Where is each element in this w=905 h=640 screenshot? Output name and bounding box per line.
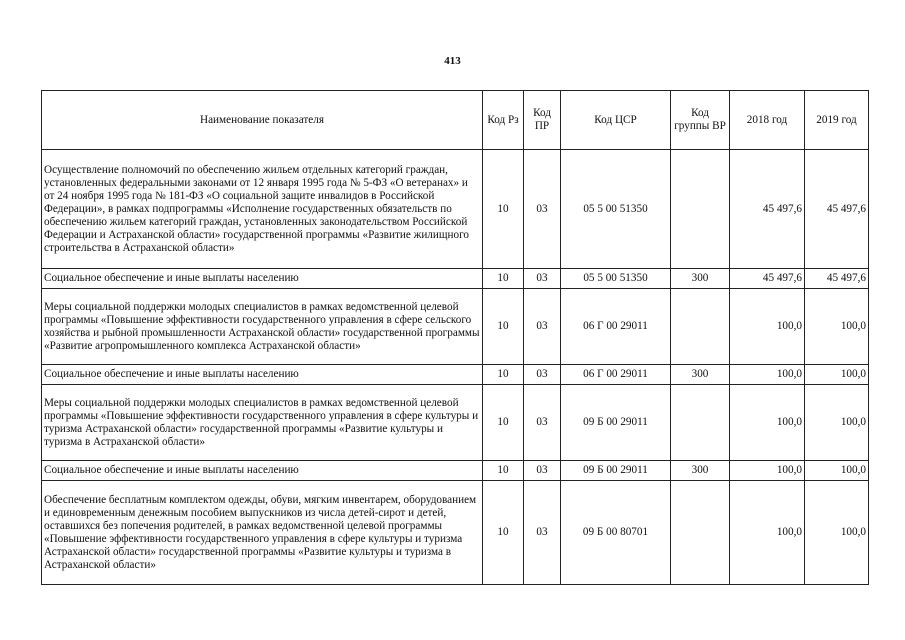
- row-pr-cell: 03: [524, 461, 561, 481]
- table-row: [42, 365, 869, 385]
- header-pr: Код ПР: [524, 91, 561, 150]
- header-csr: Код ЦСР: [561, 91, 671, 150]
- row-name-cell: Социальное обеспечение и иные выплаты населению: [42, 269, 483, 289]
- row-vr-cell: 300: [671, 461, 730, 481]
- row-csr-cell: 05 5 00 51350: [561, 269, 671, 289]
- row-pr-cell: 03: [524, 481, 561, 585]
- table-row: [42, 461, 869, 481]
- row-vr-cell: [671, 150, 730, 269]
- row-vr-cell: [671, 385, 730, 461]
- row-rz-cell: 10: [483, 150, 524, 269]
- row-name-cell: Социальное обеспечение и иные выплаты населению: [42, 461, 483, 481]
- row-2019-cell: 45 497,6: [805, 269, 869, 289]
- row-2019-cell: 100,0: [805, 289, 869, 365]
- row-pr-cell: 03: [524, 150, 561, 269]
- row-rz-cell: 10: [483, 365, 524, 385]
- header-2018: 2018 год: [730, 91, 805, 150]
- row-2018-cell: 100,0: [730, 365, 805, 385]
- table-header-row: [42, 91, 869, 150]
- row-rz-cell: 10: [483, 385, 524, 461]
- row-pr-cell: 03: [524, 289, 561, 365]
- row-name-cell: Социальное обеспечение и иные выплаты населению: [42, 365, 483, 385]
- row-2018-cell: 100,0: [730, 461, 805, 481]
- row-name-cell: Меры социальной поддержки молодых специалистов в рамках ведомственной целевой программы «Повышение эффективности государственного управления в сфере культуры и туризма Астраханской области» государственной программы «Развитие культуры и туризма в Астраханской области»: [42, 385, 483, 461]
- row-2018-cell: 100,0: [730, 481, 805, 585]
- row-csr-cell: 06 Г 00 29011: [561, 365, 671, 385]
- row-2019-cell: 100,0: [805, 385, 869, 461]
- header-name: Наименование показателя: [42, 91, 483, 150]
- row-2019-cell: 45 497,6: [805, 150, 869, 269]
- row-vr-cell: [671, 289, 730, 365]
- row-2019-cell: 100,0: [805, 461, 869, 481]
- header-vr: Код группы ВР: [671, 91, 730, 150]
- table-row: [42, 289, 869, 365]
- row-rz-cell: 10: [483, 269, 524, 289]
- row-rz-cell: 10: [483, 461, 524, 481]
- row-csr-cell: 09 Б 00 29011: [561, 385, 671, 461]
- header-2019: 2019 год: [805, 91, 869, 150]
- table-row: [42, 385, 869, 461]
- row-2018-cell: 45 497,6: [730, 269, 805, 289]
- row-vr-cell: 300: [671, 365, 730, 385]
- row-2019-cell: 100,0: [805, 365, 869, 385]
- row-vr-cell: 300: [671, 269, 730, 289]
- row-pr-cell: 03: [524, 385, 561, 461]
- header-rz: Код Рз: [483, 91, 524, 150]
- row-csr-cell: 05 5 00 51350: [561, 150, 671, 269]
- row-csr-cell: 09 Б 00 80701: [561, 481, 671, 585]
- table-row: [42, 269, 869, 289]
- row-2018-cell: 100,0: [730, 385, 805, 461]
- row-rz-cell: 10: [483, 481, 524, 585]
- row-pr-cell: 03: [524, 269, 561, 289]
- row-rz-cell: 10: [483, 289, 524, 365]
- row-2018-cell: 45 497,6: [730, 150, 805, 269]
- row-csr-cell: 09 Б 00 29011: [561, 461, 671, 481]
- budget-table: [41, 90, 869, 585]
- row-name-cell: Обеспечение бесплатным комплектом одежды, обуви, мягким инвентарем, оборудованием и единовременным денежным пособием выпускников из числа детей-сирот и детей, оставшихся без попечения родителей, в рамках ведомственной целевой программы «Повышение эффективности государственного управления в сфере культуры и туризма Астраханской области» государственной программы «Развитие культуры и туризма в Астраханской области»: [42, 481, 483, 585]
- row-pr-cell: 03: [524, 365, 561, 385]
- row-2019-cell: 100,0: [805, 481, 869, 585]
- page-number: 413: [444, 55, 461, 67]
- row-csr-cell: 06 Г 00 29011: [561, 289, 671, 365]
- table-row: [42, 150, 869, 269]
- row-name-cell: Осуществление полномочий по обеспечению жильем отдельных категорий граждан, установленных федеральными законами от 12 января 1995 года № 5-ФЗ «О ветеранах» и от 24 ноября 1995 года № 181-ФЗ «О социальной защите инвалидов в Российской Федерации», в рамках подпрограммы «Исполнение государственных обязательств по обеспечению жильем категорий граждан, установленных законодательством Российской Федерации и Астраханской области» государственной программы «Развитие жилищного строительства в Астраханской области»: [42, 150, 483, 269]
- table-row: [42, 481, 869, 585]
- row-name-cell: Меры социальной поддержки молодых специалистов в рамках ведомственной целевой программы «Повышение эффективности государственного управления в сфере сельского хозяйства и рыбной промышленности Астраханской области» государственной программы «Развитие агропромышленного комплекса Астраханской области»: [42, 289, 483, 365]
- row-vr-cell: [671, 481, 730, 585]
- row-2018-cell: 100,0: [730, 289, 805, 365]
